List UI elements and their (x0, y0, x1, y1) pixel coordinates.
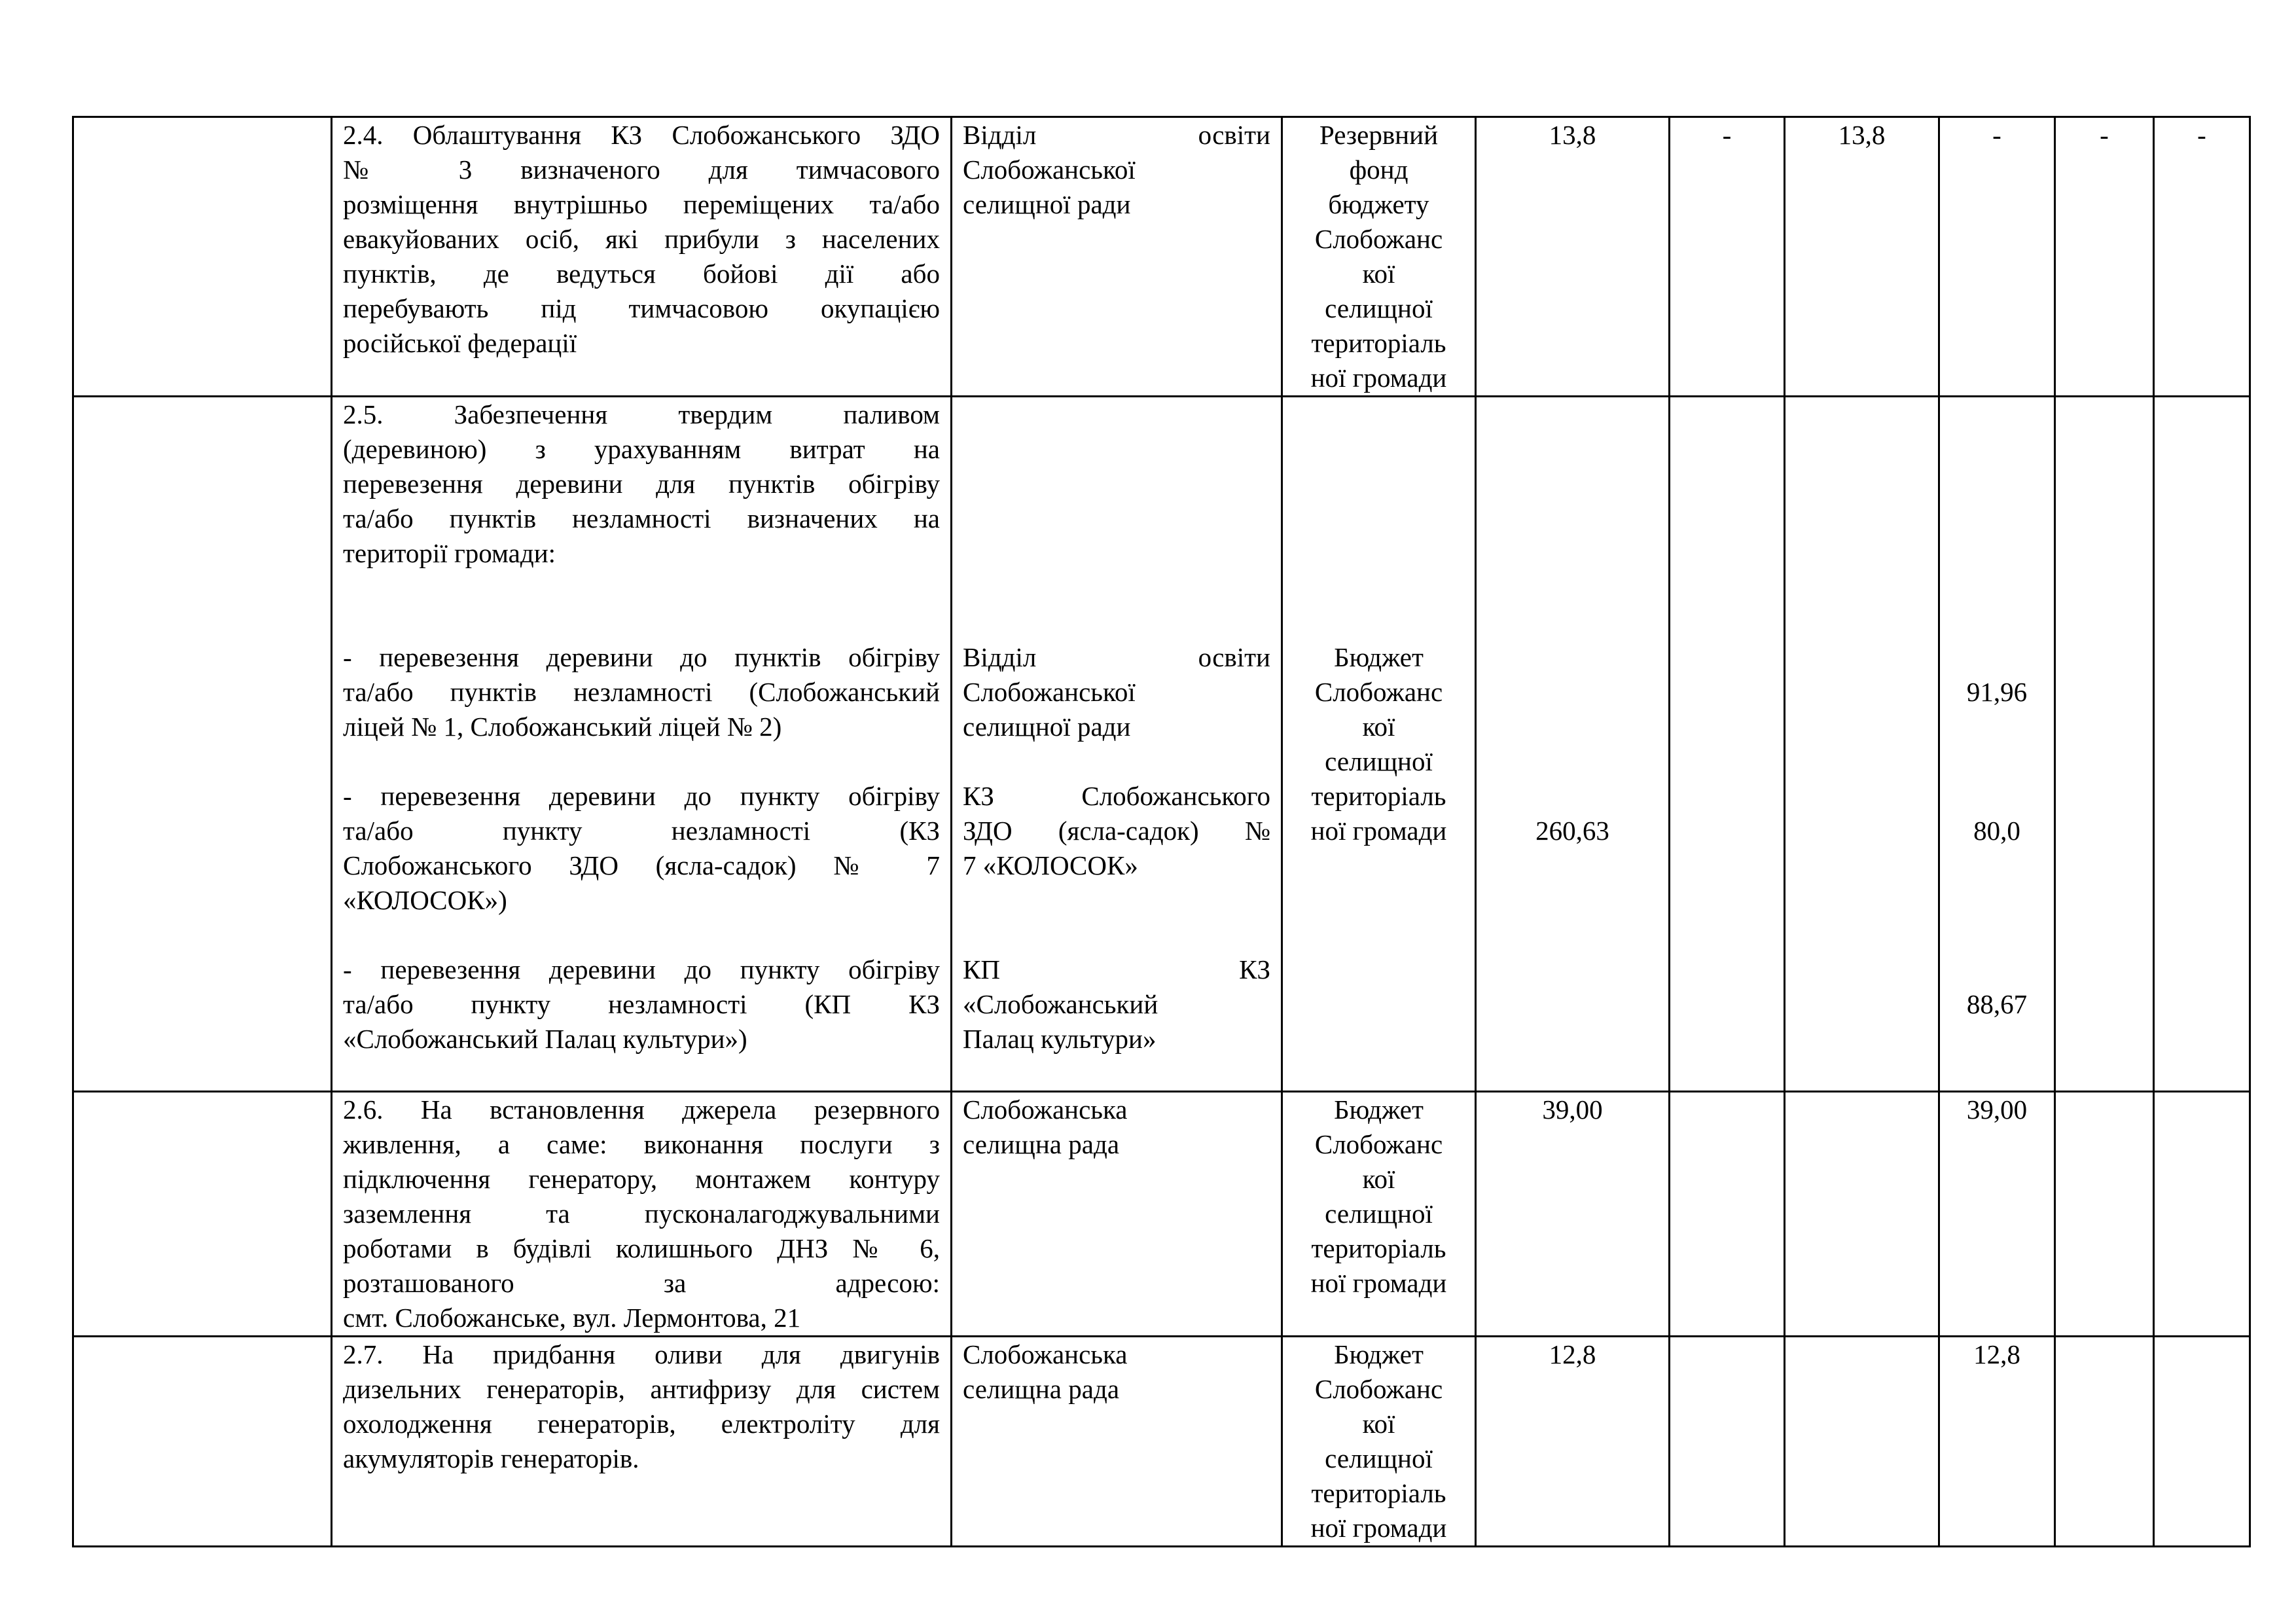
source-line: територіаль (1311, 1233, 1446, 1263)
task-line: 2.4. Облаштування КЗ Слобожанського ЗДО (343, 120, 940, 150)
sub-task-line: та/або пункту незламності (КП КЗ (343, 989, 940, 1019)
task-line: (деревиною) з урахуванням витрат на (343, 434, 940, 464)
task-cell (332, 1337, 952, 1547)
task-line: та/або пунктів незламності визначених на (343, 503, 940, 533)
amount-cell (1785, 397, 1939, 1092)
amount-cell (2055, 397, 2154, 1092)
task-line: заземлення та пусконалагоджувальними (343, 1199, 940, 1229)
source-line: кої (1362, 1164, 1395, 1194)
amount-cell (1785, 1337, 1939, 1547)
sub-amount: 91,96 (1966, 677, 2028, 707)
amount-cell: - (1670, 117, 1785, 397)
task-line: дизельних генераторів, антифризу для систем (343, 1374, 940, 1404)
amount-cell (1670, 1092, 1785, 1337)
executor-line: Слобожанська (963, 1094, 1128, 1125)
total-amount: 260,63 (1535, 816, 1609, 846)
sub-task-line: та/або пункту незламності (КЗ (343, 816, 940, 846)
amount-cell: - (1939, 117, 2055, 397)
source-line: ної громади (1310, 1268, 1447, 1298)
total-amount: 12,8 (1476, 1337, 1670, 1547)
source-line: селищної (1325, 293, 1433, 323)
source-line: кої (1362, 1409, 1395, 1439)
task-line: розташованого за адресою: (343, 1268, 940, 1298)
source-line: кої (1362, 712, 1395, 742)
executor-cell (952, 397, 1282, 1092)
spacer (343, 918, 940, 952)
task-line: підключення генератору, монтажем контуру (343, 1164, 940, 1194)
executor-line: Слобожанської (963, 154, 1136, 185)
amount-cell (2055, 1092, 2154, 1337)
document-page (72, 116, 2249, 1544)
executor-line: КЗ Слобожанського (963, 781, 1270, 811)
sub-amount: 88,67 (1966, 989, 2028, 1019)
funding-source-cell (1282, 1337, 1476, 1547)
blank-cell (73, 1337, 332, 1547)
source-line: територіаль (1311, 328, 1446, 358)
task-line: роботами в будівлі колишнього ДНЗ № 6, (343, 1233, 940, 1263)
task-line: акумуляторів генераторів. (343, 1443, 639, 1473)
sub-task-line: - перевезення деревини до пунктів обігріву (343, 642, 940, 672)
task-line: пунктів, де ведуться бойові дії або (343, 259, 940, 289)
source-line: Бюджет (1334, 1339, 1424, 1369)
sub-task-line: «Слобожанський Палац культури») (343, 1024, 747, 1054)
task-line: смт. Слобожанське, вул. Лермонтова, 21 (343, 1303, 801, 1333)
task-line: розміщення внутрішньо переміщених та/або (343, 189, 940, 219)
spacer (343, 744, 940, 779)
table-row-2-4 (73, 117, 2250, 397)
sub-task-line: - перевезення деревини до пункту обігріву (343, 781, 940, 811)
amount-cell (2154, 397, 2250, 1092)
sub-task-line: ліцей № 1, Слобожанський ліцей № 2) (343, 712, 782, 742)
source-line: селищної (1325, 746, 1433, 776)
source-line: селищної (1325, 1443, 1433, 1473)
executor-line: КП КЗ (963, 954, 1270, 984)
task-line: евакуйованих осіб, які прибули з населених (343, 224, 940, 254)
source-line: Слобожанс (1314, 677, 1443, 707)
task-line: 2.5. Забезпечення твердим паливом (343, 399, 940, 429)
source-line: територіаль (1311, 1478, 1446, 1508)
amount-cell: 39,00 (1939, 1092, 2055, 1337)
sub-task-line: «КОЛОСОК») (343, 885, 507, 915)
sub-task-line: - перевезення деревини до пункту обігріву (343, 954, 940, 984)
source-line: ної громади (1310, 1513, 1447, 1543)
table-row-2-7 (73, 1337, 2250, 1547)
executor-line: селищна рада (963, 1129, 1120, 1159)
source-line: Слобожанс (1314, 224, 1443, 254)
executor-line: селищної ради (963, 189, 1131, 219)
source-line: ної громади (1310, 816, 1447, 846)
blank-cell (73, 397, 332, 1092)
table-row-2-5 (73, 397, 2250, 1092)
sub-amount: 80,0 (1973, 816, 2020, 846)
budget-table (72, 116, 2251, 1547)
task-line: 2.6. На встановлення джерела резервного (343, 1094, 940, 1125)
source-line: Слобожанс (1314, 1129, 1443, 1159)
total-amount: 39,00 (1476, 1092, 1670, 1337)
source-line: фонд (1349, 154, 1408, 185)
executor-line: селищної ради (963, 712, 1131, 742)
source-line: кої (1362, 259, 1395, 289)
sub-task-line: Слобожанського ЗДО (ясла-садок) № 7 (343, 850, 940, 880)
executor-line: Слобожанська (963, 1339, 1128, 1369)
blank-cell (73, 1092, 332, 1337)
executor-line: 7 «КОЛОСОК» (963, 850, 1138, 880)
source-line: територіаль (1311, 781, 1446, 811)
task-line: перевезення деревини для пунктів обігріву (343, 469, 940, 499)
task-cell (332, 1092, 952, 1337)
source-line: селищної (1325, 1199, 1433, 1229)
amount-cell: - (2055, 117, 2154, 397)
executor-line: селищна рада (963, 1374, 1120, 1404)
executor-cell (952, 117, 1282, 397)
amount-cell (2055, 1337, 2154, 1547)
source-line: Бюджет (1334, 642, 1424, 672)
amount-cell (1785, 1092, 1939, 1337)
source-line: Резервний (1319, 120, 1439, 150)
executor-cell (952, 1337, 1282, 1547)
source-line: Слобожанс (1314, 1374, 1443, 1404)
executor-cell (952, 1092, 1282, 1337)
task-line: перебувають під тимчасовою окупацією (343, 293, 940, 323)
total-amount: 13,8 (1476, 117, 1670, 397)
executor-line: Відділ освіти (963, 642, 1270, 672)
task-line: охолодження генераторів, електроліту для (343, 1409, 940, 1439)
spacer (343, 605, 940, 640)
executor-line: Палац культури» (963, 1024, 1157, 1054)
task-line: території громади: (343, 538, 556, 568)
task-cell (332, 117, 952, 397)
executor-line: ЗДО (ясла-садок) № (963, 816, 1270, 846)
amount-cell: 12,8 (1939, 1337, 2055, 1547)
amount-cell (1670, 1337, 1785, 1547)
amount-cell: - (2154, 117, 2250, 397)
spacer (343, 571, 940, 605)
source-line: ної громади (1310, 363, 1447, 393)
source-line: бюджету (1328, 189, 1429, 219)
amount-cell: 13,8 (1785, 117, 1939, 397)
amount-cell (1939, 397, 2055, 1092)
amount-cell (2154, 1092, 2250, 1337)
task-line: № 3 визначеного для тимчасового (343, 154, 940, 185)
funding-source-cell (1282, 397, 1476, 1092)
executor-line: Слобожанської (963, 677, 1136, 707)
amount-cell (2154, 1337, 2250, 1547)
sub-task-line: та/або пунктів незламності (Слобожанський (343, 677, 940, 707)
total-amount-cell (1476, 397, 1670, 1092)
amount-cell (1670, 397, 1785, 1092)
task-line: російської федерації (343, 328, 577, 358)
blank-cell (73, 117, 332, 397)
task-line: 2.7. На придбання оливи для двигунів (343, 1339, 940, 1369)
funding-source-cell (1282, 1092, 1476, 1337)
table-row-2-6 (73, 1092, 2250, 1337)
executor-line: «Слобожанський (963, 989, 1158, 1019)
task-cell (332, 397, 952, 1092)
task-line: живлення, а саме: виконання послуги з (343, 1129, 940, 1159)
executor-line: Відділ освіти (963, 120, 1270, 150)
funding-source-cell (1282, 117, 1476, 397)
source-line: Бюджет (1334, 1094, 1424, 1125)
